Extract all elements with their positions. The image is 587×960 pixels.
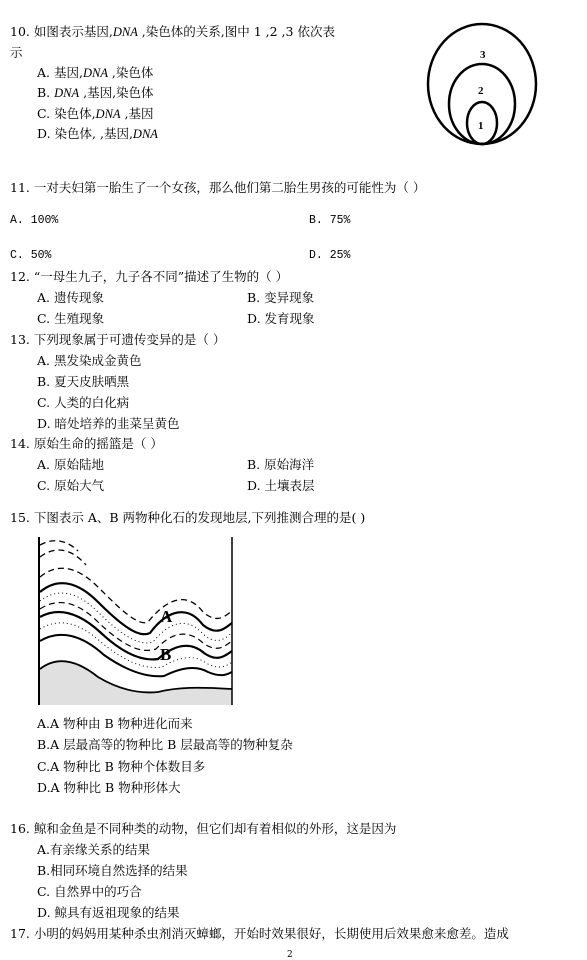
page-number: 2	[287, 950, 293, 960]
q16-stem: 16. 鲸和金鱼是不同种类的动物，但它们却有着相似的外形，这是因为	[10, 821, 397, 836]
stratum-label-a: A	[160, 607, 173, 626]
q13-stem: 13. 下列现象属于可遗传变异的是（ ）	[10, 332, 226, 347]
q11-option-c: C. 50%	[10, 249, 52, 262]
circle-label-2: 2	[478, 85, 484, 97]
q11-option-a: A. 100%	[10, 214, 59, 227]
q15-option-c: C.A 物种比 B 物种个体数目多	[37, 759, 206, 774]
q12-option-a: A. 遗传现象	[37, 290, 104, 305]
q10-stem-part: 10. 如图表示基因,	[10, 24, 113, 39]
q10-option-c	[37, 106, 154, 122]
q11-option-d: D. 25%	[309, 249, 351, 262]
q10-option-text: B.	[37, 85, 55, 100]
q16-option-a: A.有亲缘关系的结果	[37, 842, 151, 857]
q10-stem-part: ,染色体的关系,图中 1 ,2 ,3 依次表	[137, 24, 335, 39]
q14-option-a: A. 原始陆地	[37, 457, 104, 472]
q10-dna-term: DNA	[132, 127, 158, 141]
q15-option-d: D.A 物种比 B 物种形体大	[37, 780, 181, 795]
circle-label-1: 1	[478, 120, 484, 132]
q10-stem-line1	[10, 24, 335, 40]
q10-option-a	[37, 65, 153, 81]
q16-option-c: C. 自然界中的巧合	[37, 884, 142, 899]
q10-dna-term: DNA	[82, 66, 108, 80]
q16-option-d: D. 鲸具有返祖现象的结果	[37, 905, 180, 920]
q15-stem: 15. 下图表示 A、B 两物种化石的发现地层,下列推测合理的是( )	[10, 510, 366, 525]
q14-option-b: B. 原始海洋	[247, 457, 315, 472]
q10-option-text: C. 染色体,	[37, 106, 96, 121]
q13-option-a: A. 黑发染成金黄色	[37, 353, 142, 368]
q16-option-b: B.相同环境自然选择的结果	[37, 863, 188, 878]
q11-stem: 11. 一对夫妇第一胎生了一个女孩，那么他们第二胎生男孩的可能性为（ ）	[10, 180, 426, 195]
q10-option-text: ,染色体	[107, 65, 154, 80]
q10-dna-term: DNA	[95, 107, 121, 121]
q12-option-d: D. 发育现象	[247, 311, 315, 326]
q10-option-text: ,基因	[120, 106, 154, 121]
circle-label-3: 3	[480, 49, 486, 61]
q12-stem: 12. “一母生九子，九子各不同”描述了生物的（ ）	[10, 269, 289, 284]
q12-option-c: C. 生殖现象	[37, 311, 105, 326]
q10-option-text: D. 染色体, ,基因,	[37, 126, 133, 141]
q10-option-text: ,基因,染色体	[79, 85, 154, 100]
q13-option-c: C. 人类的白化病	[37, 395, 130, 410]
q17-stem: 17. 小明的妈妈用某种杀虫剂消灭蟑螂，开始时效果很好，长期使用后效果愈来愈差。造成	[10, 926, 509, 941]
q14-option-c: C. 原始大气	[37, 478, 105, 493]
q15-option-b: B.A 层最高等的物种比 B 层最高等的物种复杂	[37, 737, 293, 752]
q10-option-d	[37, 126, 158, 142]
q10-dna-term: DNA	[112, 25, 138, 39]
circle-dna	[449, 64, 515, 144]
q14-option-d: D. 土壤表层	[247, 478, 315, 493]
q11-option-b: B. 75%	[309, 214, 351, 227]
fossil-strata-figure	[38, 537, 234, 705]
q10-stem-line2: 示	[10, 45, 23, 60]
q14-stem: 14. 原始生命的摇篮是（ ）	[10, 436, 163, 451]
q13-option-b: B. 夏天皮肤晒黑	[37, 374, 130, 389]
q10-dna-term: DNA	[54, 86, 80, 100]
q10-option-text: A. 基因,	[37, 65, 83, 80]
q15-option-a: A.A 物种由 B 物种进化而来	[37, 716, 193, 731]
nested-circles-figure	[425, 22, 555, 150]
stratum-label-b: B	[160, 645, 172, 664]
q13-option-d: D. 暗处培养的韭菜呈黄色	[37, 416, 180, 431]
q10-option-b	[37, 85, 154, 101]
q12-option-b: B. 变异现象	[247, 290, 315, 305]
